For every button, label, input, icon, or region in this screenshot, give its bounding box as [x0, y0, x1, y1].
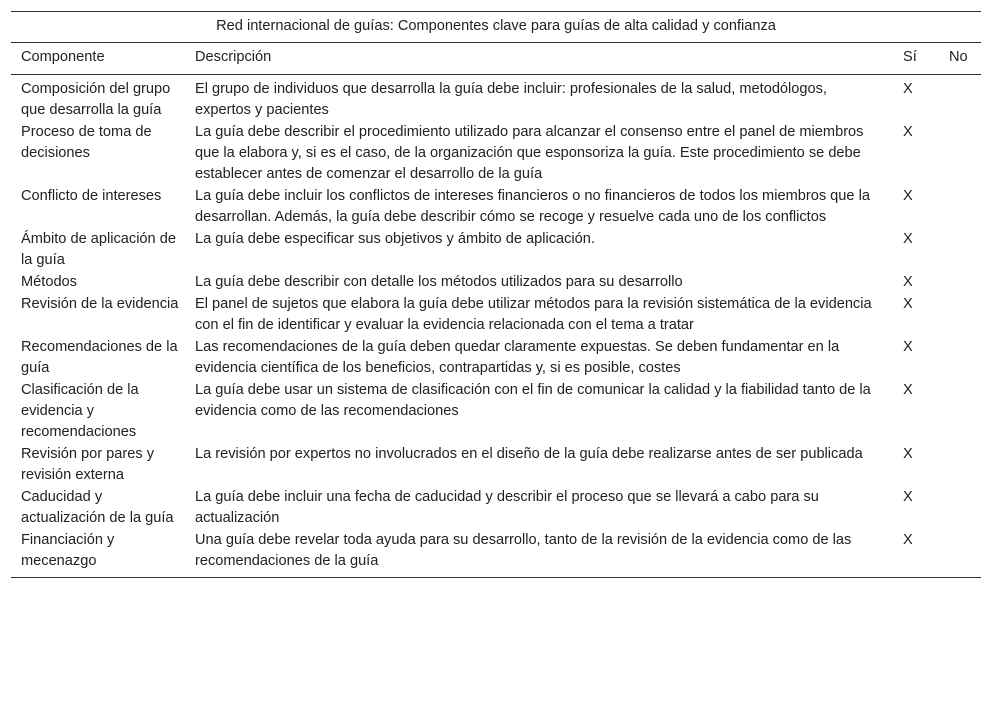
cell-no	[931, 337, 981, 380]
cell-yes: X	[903, 489, 913, 505]
cell-yes: X	[903, 296, 913, 312]
cell-yes: X	[879, 530, 931, 578]
table-row	[11, 186, 981, 229]
cell-description: La guía debe describir con detalle los métodos utilizados para su desarrollo	[195, 274, 683, 290]
cell-description: El panel de sujetos que elabora la guía debe utilizar métodos para la revisión sistemática de la evidencia con el fin de identificar y evaluar la evidencia relacionada con el tema a tratar	[195, 296, 872, 333]
cell-yes: X	[903, 274, 913, 290]
cell-description: La guía debe describir el procedimiento utilizado para alcanzar el consenso entre el panel de miembros que la elabora y, si es el caso, de la organización que esponsoriza la guía. Este procedimiento se debe establecer antes de comenzar el desarrollo de la guía	[195, 124, 864, 182]
table-row	[11, 380, 981, 444]
cell-no	[931, 530, 981, 578]
cell-component: Revisión de la evidencia	[21, 296, 179, 312]
table-row	[11, 122, 981, 186]
cell-component: Recomendaciones de la guía	[21, 339, 178, 376]
cell-no	[931, 186, 981, 229]
header-descripcion: Descripción	[185, 43, 879, 75]
cell-no	[931, 122, 981, 186]
cell-component: Proceso de toma de decisiones	[21, 124, 152, 161]
cell-yes: X	[903, 124, 913, 140]
cell-component: Ámbito de aplicación de la guía	[21, 231, 176, 268]
table-row	[11, 294, 981, 337]
cell-description: Las recomendaciones de la guía deben quedar claramente expuestas. Se deben fundamentar en la evidencia científica de los beneficios, contrapartidas y, si es posible, costes	[195, 339, 840, 376]
table-row	[11, 272, 981, 294]
cell-no	[931, 272, 981, 294]
table-row	[11, 487, 981, 530]
cell-no	[931, 229, 981, 272]
table-header-row	[11, 43, 981, 75]
table-row	[11, 75, 981, 123]
guidelines-table	[11, 11, 981, 578]
cell-yes: X	[903, 81, 913, 97]
cell-component: Conflicto de intereses	[21, 188, 162, 204]
cell-component: Composición del grupo que desarrolla la guía	[21, 81, 171, 118]
table-caption: Red internacional de guías: Componentes clave para guías de alta calidad y confianza	[11, 12, 981, 43]
cell-yes: X	[903, 446, 913, 462]
cell-description: Una guía debe revelar toda ayuda para su desarrollo, tanto de la revisión de la evidencia como de las recomendaciones de la guía	[185, 530, 879, 578]
cell-description: La revisión por expertos no involucrados en el diseño de la guía debe realizarse antes de ser publicada	[195, 446, 863, 462]
cell-yes: X	[903, 231, 913, 247]
cell-component: Clasificación de la evidencia y recomendaciones	[21, 382, 139, 440]
table-row	[11, 530, 981, 578]
cell-no	[931, 75, 981, 123]
table-row	[11, 444, 981, 487]
cell-description: La guía debe incluir una fecha de caducidad y describir el proceso que se llevará a cabo para su actualización	[195, 489, 819, 526]
cell-no	[931, 487, 981, 530]
cell-component: Revisión por pares y revisión externa	[21, 446, 155, 483]
header-no: No	[931, 43, 981, 75]
cell-description: El grupo de individuos que desarrolla la guía debe incluir: profesionales de la salud, metodólogos, expertos y pacientes	[195, 81, 827, 118]
cell-no	[931, 380, 981, 444]
header-componente: Componente	[11, 43, 185, 75]
cell-description: La guía debe especificar sus objetivos y ámbito de aplicación.	[195, 231, 595, 247]
table-row	[11, 229, 981, 272]
cell-component: Métodos	[21, 274, 77, 290]
cell-component: Caducidad y actualización de la guía	[21, 489, 174, 526]
cell-no	[931, 444, 981, 487]
header-si: Sí	[879, 43, 931, 75]
cell-no	[931, 294, 981, 337]
cell-yes: X	[903, 188, 913, 204]
cell-yes: X	[903, 382, 913, 398]
guidelines-table-container	[11, 11, 981, 578]
table-row	[11, 337, 981, 380]
cell-yes: X	[903, 339, 913, 355]
cell-description: La guía debe incluir los conflictos de intereses financieros o no financieros de todos los miembros que la desarrollan. Además, la guía debe describir cómo se recoge y resuelve cada uno de los conflictos	[195, 188, 870, 225]
cell-description: La guía debe usar un sistema de clasificación con el fin de comunicar la calidad y la fiabilidad tanto de la evidencia como de las recomendaciones	[195, 382, 871, 419]
table-caption-row	[11, 12, 981, 43]
cell-component: Financiación y mecenazgo	[11, 530, 185, 578]
